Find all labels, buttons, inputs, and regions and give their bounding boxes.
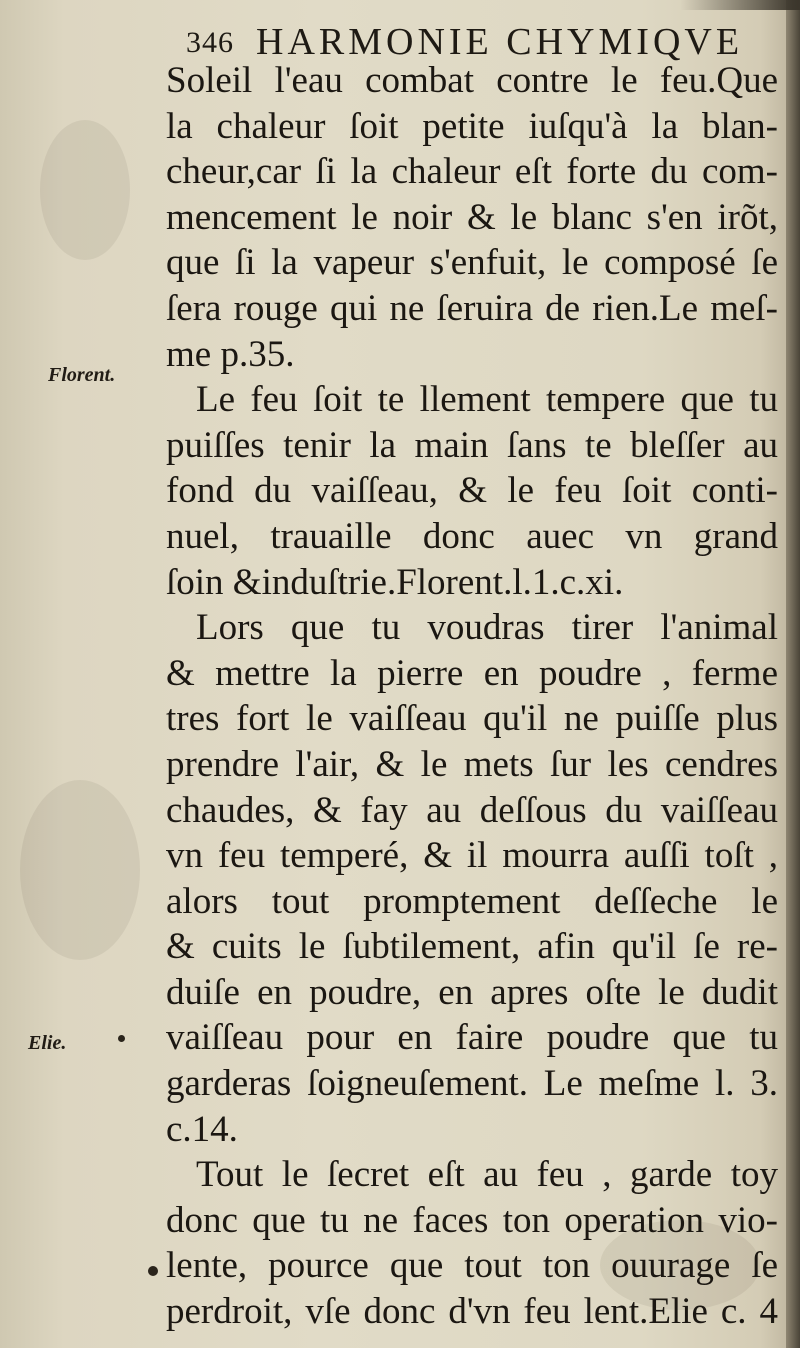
text-line: Tout le ſecret eſt au feu , garde toy — [196, 1154, 778, 1196]
page-number: 346 — [186, 26, 234, 59]
text-line: ſoin &induſtrie.Florent.l.1.c.xi. — [166, 561, 624, 603]
text-line: vn feu temperé, & il mourra auſſi toſt , — [166, 835, 778, 877]
text-line: & cuits le ſubtilement, afin qu'il ſe re- — [166, 926, 778, 968]
text-line: alors tout promptement deſſeche le — [166, 880, 778, 922]
text-line: & mettre la pierre en poudre , ferme — [166, 652, 778, 694]
margin-note-elie: Elie. — [28, 1032, 67, 1054]
text-line: perdroit, vſe donc d'vn feu lent.Elie c. 4 — [166, 1291, 778, 1333]
text-line: mencement le noir & le blanc s'en irõt, — [166, 196, 778, 238]
text-line: donc que tu ne faces ton operation vio- — [166, 1199, 778, 1241]
text-line: prendre l'air, & le mets ſur les cendres — [166, 743, 778, 785]
text-line: fond du vaiſſeau, & le feu ſoit conti- — [166, 470, 778, 512]
text-line: que ſi la vapeur s'enfuit, le composé ſe — [166, 242, 778, 284]
text-line: vaiſſeau pour en faire poudre que tu — [166, 1017, 778, 1059]
running-title: HARMONIE CHYMIQVE — [256, 21, 744, 63]
text-line: cheur,car ſi la chaleur eſt forte du com- — [166, 151, 778, 193]
text-line: duiſe en poudre, en apres oſte le dudit — [166, 971, 778, 1013]
text-line: la chaleur ſoit petite iuſqu'à la blan- — [166, 105, 778, 147]
paper-stain — [40, 120, 130, 260]
page-spine-shadow — [786, 0, 800, 1348]
ink-dot — [118, 1035, 125, 1042]
text-line: lente, pource que tout ton ouurage ſe — [166, 1245, 778, 1287]
page-corner-shadow — [680, 0, 800, 10]
text-line: chaudes, & fay au deſſous du vaiſſeau — [166, 789, 778, 831]
text-line: Lors que tu voudras tirer l'animal — [196, 607, 778, 649]
text-line: me p.35. — [166, 333, 295, 375]
body-text — [166, 58, 778, 1335]
margin-note-florent: Florent. — [48, 364, 116, 386]
text-line: c.14. — [166, 1108, 238, 1150]
paper-stain — [20, 780, 140, 960]
text-line: nuel, trauaille donc auec vn grand — [166, 515, 778, 557]
text-line: Soleil l'eau combat contre le feu.Que — [166, 60, 778, 101]
text-line: garderas ſoigneuſement. Le meſme l. 3. — [166, 1063, 778, 1105]
text-line: ſera rouge qui ne ſeruira de rien.Le meſ- — [166, 287, 778, 329]
text-line: tres fort le vaiſſeau qu'il ne puiſſe plus — [166, 698, 778, 740]
text-line: Le feu ſoit te llement tempere que tu — [196, 379, 778, 421]
text-line: puiſſes tenir la main ſans te bleſſer au — [166, 424, 778, 466]
ink-dot — [148, 1266, 158, 1276]
